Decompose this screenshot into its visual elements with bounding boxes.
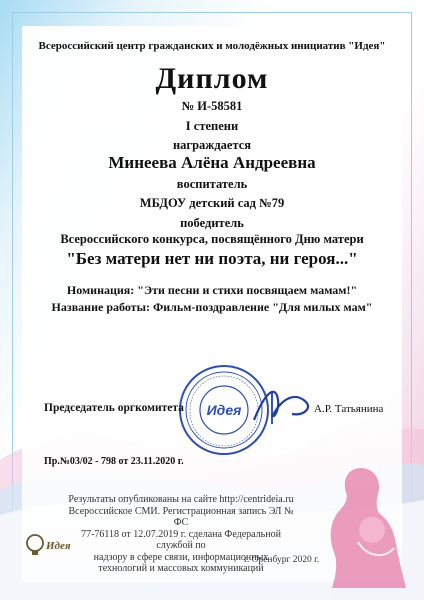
order-number: Пр.№03/02 - 798 от 23.11.2020 г. [44, 456, 184, 467]
awarded-label: награждается [172, 138, 252, 152]
contest-title: "Без матери нет ни поэта, ни героя..." [66, 249, 358, 268]
mother-child-silhouette-icon [306, 460, 416, 590]
recipient-position: воспитатель [176, 177, 248, 191]
diploma-number: № И-58581 [181, 99, 243, 113]
chair-name: А.Р. Татьянина [314, 403, 384, 415]
footer-line: Всероссийское СМИ. Регистрационная запись ЭЛ № ФС [68, 505, 294, 528]
diploma-title: Диплом [155, 62, 269, 95]
institution: МБДОУ детский сад №79 [139, 196, 285, 210]
footer-line: 77-76118 от 12.07.2019 г. сделана Федеральной службой по [81, 528, 281, 551]
footer-line: Результаты опубликованы на сайте http://centrideia.ru [68, 494, 294, 505]
signature-mark [246, 380, 316, 430]
city-year: г. Оренбург 2020 г. [244, 555, 320, 565]
organization-name: Всероссийский центр гражданских и молодёжных инициатив "Идея" [38, 40, 386, 52]
degree: I степени [185, 119, 239, 133]
footer-line: надзору в сфере связи, информационных [93, 551, 269, 563]
contest-name: Всероссийского конкурса, посвящённого Дню матери [60, 232, 364, 246]
award-status: победитель [180, 216, 244, 230]
footer-line: технологий и массовых коммуникаций [98, 563, 264, 574]
idea-logo-text: Идея [46, 540, 71, 552]
recipient-name: Минеева Алёна Андреевна [108, 153, 316, 172]
nomination: Номинация: "Эти песни и стихи посвящаем мамам!" [66, 283, 358, 297]
idea-logo-icon [22, 532, 48, 558]
work-title: Название работы: Фильм-поздравление "Для милых мам" [51, 300, 373, 314]
stamp-text: Идея [206, 402, 242, 418]
chair-label: Председатель оргкомитета [44, 402, 184, 414]
